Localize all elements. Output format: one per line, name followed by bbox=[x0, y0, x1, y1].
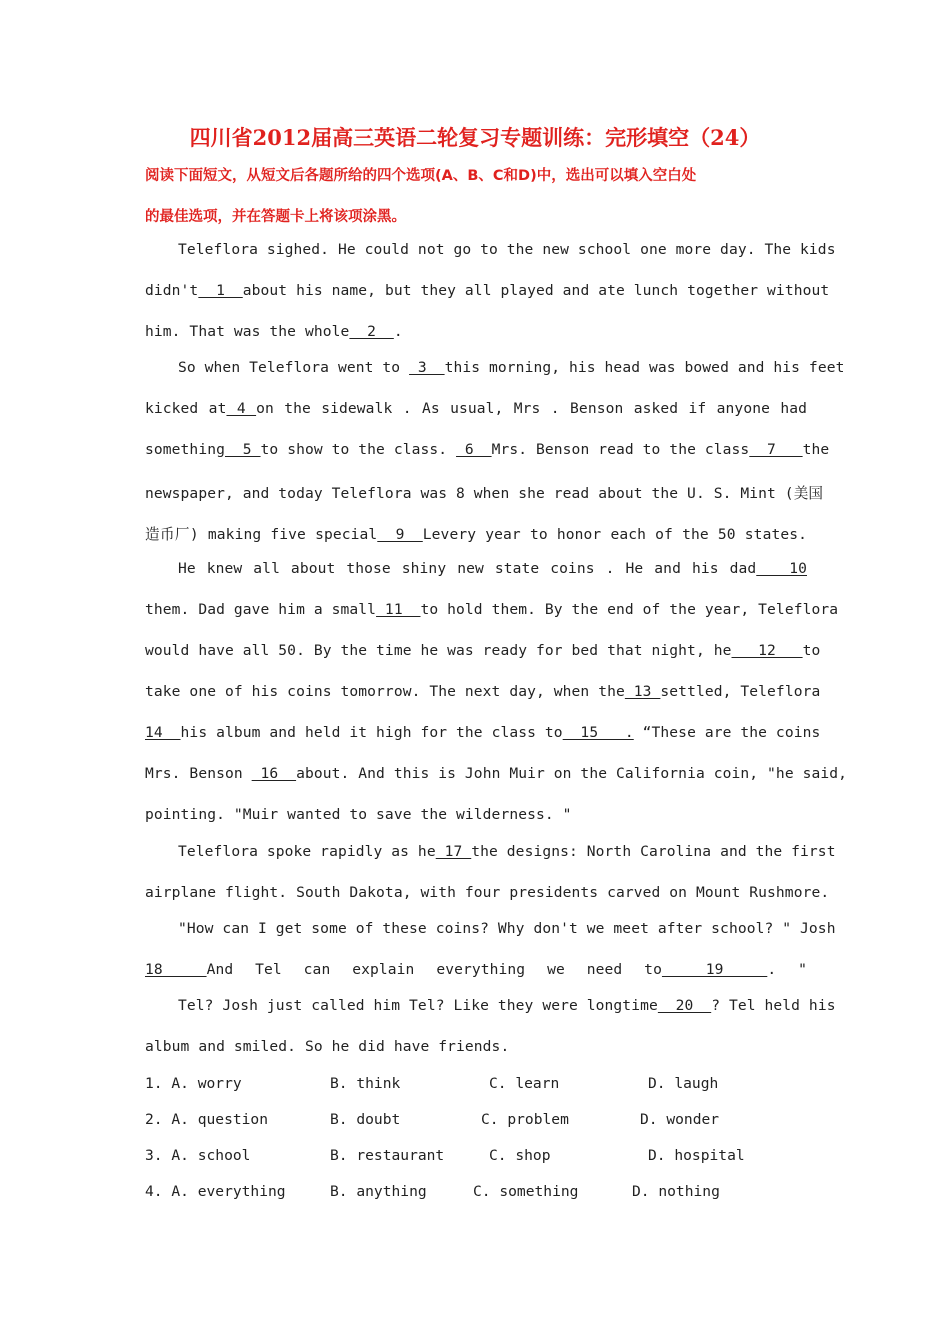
passage-line bbox=[145, 400, 807, 417]
passage-text: So when Teleflora went to bbox=[178, 359, 410, 376]
blank-number: 11 bbox=[376, 601, 421, 618]
option-d: D. laugh bbox=[648, 1075, 719, 1092]
instruction-line-1: 阅读下面短文，从短文后各题所给的四个选项(A、B、C和D)中，选出可以填入空白处 bbox=[145, 168, 697, 184]
passage-line bbox=[178, 560, 807, 577]
passage-text: the bbox=[802, 441, 830, 458]
passage-line bbox=[178, 241, 836, 258]
passage-text: this morning, his head was bowed and his feet bbox=[444, 359, 845, 376]
passage-line bbox=[145, 482, 824, 503]
passage-line bbox=[145, 441, 830, 458]
option-c: C. shop bbox=[489, 1147, 551, 1164]
blank-number: 13 bbox=[624, 683, 661, 700]
blank-number: 15 . bbox=[562, 724, 634, 741]
passage-text: to show to the class. bbox=[260, 441, 457, 458]
option-b: B. anything bbox=[330, 1183, 427, 1200]
option-b: B. doubt bbox=[330, 1111, 401, 1128]
passage-text: He knew all about those shiny new state coins . He and his dad bbox=[178, 560, 757, 577]
passage-text: Mrs. Benson bbox=[145, 765, 252, 782]
passage-text: something bbox=[145, 441, 225, 458]
passage-text: didn't bbox=[145, 282, 199, 299]
passage-line bbox=[178, 997, 836, 1014]
option-c: C. learn bbox=[489, 1075, 560, 1092]
passage-text: Tel? Josh just called him Tel? Like they were longtime bbox=[178, 997, 658, 1014]
passage-text: airplane flight. South Dakota, with four presidents carved on Mount Rushmore. bbox=[145, 884, 830, 901]
passage-text: Teleflora spoke rapidly as he bbox=[178, 843, 436, 860]
passage-text: settled, Teleflora bbox=[660, 683, 821, 700]
instruction-line-2: 的最佳选项，并在答题卡上将该项涂黑。 bbox=[145, 209, 406, 225]
passage-text: take one of his coins tomorrow. The next day, when the bbox=[145, 683, 625, 700]
passage-line bbox=[178, 920, 836, 937]
passage-text: them. Dad gave him a small bbox=[145, 601, 377, 618]
passage-text: newspaper, and today Teleflora was 8 when she read about the U. S. Mint (美国 bbox=[145, 485, 824, 502]
passage-text: would have all 50. By the time he was ready for bed that night, he bbox=[145, 642, 732, 659]
passage-line bbox=[145, 523, 807, 544]
passage-text: his album and held it high for the class to bbox=[180, 724, 563, 741]
passage-line bbox=[145, 1038, 807, 1055]
option-d: D. nothing bbox=[632, 1183, 720, 1200]
passage-text: about. And this is John Muir on the California coin, "he said, bbox=[296, 765, 848, 782]
option-a: 4. A. everything bbox=[145, 1183, 286, 1200]
passage-text: about his name, but they all played and ate lunch together without bbox=[242, 282, 830, 299]
option-c: C. problem bbox=[481, 1111, 569, 1128]
blank-number: 16 bbox=[251, 765, 297, 782]
option-d: D. hospital bbox=[648, 1147, 745, 1164]
option-a: 1. A. worry bbox=[145, 1075, 242, 1092]
option-a: 2. A. question bbox=[145, 1111, 269, 1128]
blank-number: 1 bbox=[198, 282, 243, 299]
blank-number: 4 bbox=[226, 400, 257, 417]
blank-number: 2 bbox=[349, 323, 394, 340]
passage-text: Mrs. Benson read to the class bbox=[491, 441, 750, 458]
blank-number: 19 bbox=[661, 961, 768, 978]
passage-text: on the sidewalk . As usual, Mrs . Benson asked if anyone had bbox=[256, 400, 808, 417]
passage-text: kicked at bbox=[145, 400, 227, 417]
passage-text: “These are the coins bbox=[633, 724, 821, 741]
passage-line bbox=[145, 601, 839, 618]
blank-number: 17 bbox=[435, 843, 472, 860]
option-d: D. wonder bbox=[640, 1111, 720, 1128]
passage-text: to bbox=[802, 642, 821, 659]
blank-number: 10 bbox=[756, 560, 807, 577]
passage-line bbox=[178, 359, 845, 376]
passage-text: pointing. "Muir wanted to save the wilderness. " bbox=[145, 806, 572, 823]
passage-line bbox=[145, 282, 830, 299]
passage-text: the designs: North Carolina and the first bbox=[471, 843, 836, 860]
blank-number: 14 bbox=[145, 724, 181, 741]
passage-line bbox=[145, 884, 830, 901]
passage-text: Levery year to honor each of the 50 states. bbox=[422, 526, 807, 543]
passage-line bbox=[145, 683, 821, 700]
passage-line bbox=[145, 961, 807, 978]
option-b: B. think bbox=[330, 1075, 401, 1092]
option-c: C. something bbox=[473, 1183, 579, 1200]
passage-text: And Tel can explain everything we need to bbox=[206, 961, 662, 978]
blank-number: 7 bbox=[749, 441, 803, 458]
blank-number: 3 bbox=[409, 359, 445, 376]
blank-number: 9 bbox=[377, 526, 423, 543]
passage-text: to hold them. By the end of the year, Teleflora bbox=[420, 601, 839, 618]
passage-text: him. That was the whole bbox=[145, 323, 350, 340]
passage-text: "How can I get some of these coins? Why don't we meet after school? " Josh bbox=[178, 920, 836, 937]
passage-line bbox=[145, 323, 807, 340]
blank-number: 6 bbox=[456, 441, 492, 458]
passage-line bbox=[178, 843, 836, 860]
blank-number: 5 bbox=[224, 441, 261, 458]
passage-line bbox=[145, 642, 821, 659]
option-b: B. restaurant bbox=[330, 1147, 445, 1164]
passage-line bbox=[145, 806, 807, 823]
document-title: 四川省2012届高三英语二轮复习专题训练：完形填空（24） bbox=[189, 125, 761, 150]
blank-number: 12 bbox=[731, 642, 803, 659]
passage-text: . bbox=[393, 323, 403, 340]
passage-text: album and smiled. So he did have friends. bbox=[145, 1038, 510, 1055]
passage-text: Teleflora sighed. He could not go to the new school one more day. The kids bbox=[178, 241, 836, 258]
passage-text: . " bbox=[767, 961, 807, 978]
passage-text: ? Tel held his bbox=[711, 997, 836, 1014]
blank-number: 18 bbox=[145, 961, 207, 978]
blank-number: 20 bbox=[657, 997, 712, 1014]
passage-line bbox=[145, 765, 848, 782]
passage-line bbox=[145, 724, 821, 741]
passage-text: 造币厂) making five special bbox=[145, 526, 378, 543]
option-a: 3. A. school bbox=[145, 1147, 251, 1164]
